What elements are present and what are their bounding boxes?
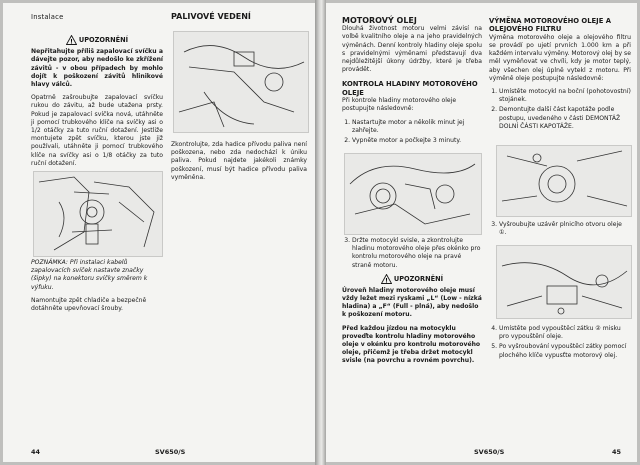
check-intro: Při kontrole hladiny motorového oleje postupujte následovně: — [342, 97, 457, 113]
section-text: Zkontrolujte, zda hadice přívodu paliva není poškozena, nebo zda nedochází k úniku paliva. Pokud najdete jakékoli známky poškození, musí být hadice přívodu paliva vyměněna. — [171, 141, 307, 181]
filler-cap-illustration — [497, 146, 631, 216]
oil-title: MOTOROVÝ OLEJ — [342, 16, 417, 25]
check-step: 1. Nastartujte motor a několik minut jej zahřejte. — [352, 119, 482, 135]
fuel-line-figure — [173, 31, 309, 133]
filler-cap-figure — [496, 145, 632, 217]
left-column-1-bottom — [31, 259, 163, 318]
warning-triangle-icon — [66, 35, 77, 45]
warning-text-2: Před každou jízdou na motocyklu proveďte kontrolu hladiny motorového oleje v okénku pro kontrolu motorového oleje, přičemž je třeba držet motocykl svisle (na povrchu a rovném povrchu). — [342, 324, 481, 365]
oil-window-figure — [344, 153, 482, 235]
right-column-1 — [342, 17, 482, 149]
warning-title: UPOZORNĚNÍ — [78, 36, 129, 45]
change-steps-list-end — [489, 325, 631, 360]
check-title: KONTROLA HLADINY MOTOROVÉHO OLEJE — [342, 80, 478, 97]
change-step: 3. Vyšroubujte uzávěr plnicího otvoru oleje ①. — [499, 221, 631, 237]
drain-plug-illustration — [497, 246, 631, 318]
left-page — [3, 3, 315, 462]
left-column-2 — [171, 13, 307, 21]
change-step: 5. Po vyšroubování vypouštěcí zátky pomocí plochého klíče vypusťte motorový olej. — [499, 343, 631, 359]
warning-text: Nepřitahujte příliš zapalovací svíčku a dávejte pozor, aby nedošlo ke zkřížení závitů - v obou případech by mohlo dojít k poškození závitů hlinikové hlavy válců. — [31, 48, 163, 89]
warning-text-1: Úroveň hladiny motorového oleje musí vždy ležet mezi ryskami „L“ (Low - nízká hladina) a „F“ (Full - plná), aby nedošlo k poškození motoru. — [342, 286, 482, 319]
book-gutter — [315, 0, 326, 465]
check-step: 2. Vypněte motor a počkejte 3 minuty. — [352, 137, 482, 145]
body-paragraph-2: Namontujte zpět chladiče a bezpečně dotáhněte upevňovací šrouby. — [31, 296, 147, 313]
spark-plug-figure — [33, 171, 163, 257]
page-header: Instalace — [31, 13, 64, 21]
change-step: 2. Demontujte další část kapotáže podle postupu, uvedeného v části DEMONTÁŽ DOLNÍ ČÁSTI KAPOTÁŽE. — [499, 106, 631, 131]
right-page — [326, 3, 637, 462]
svg-text:!: ! — [384, 277, 388, 284]
model-name-right: SV650/S — [474, 448, 505, 456]
oil-text: Dlouhá životnost motoru velmi závisí na volbě kvalitního oleje a na jeho pravidelných výměnách. Denní kontroly hladiny oleje spolu s pravidelnými výměnami představují dva nejdůležitější úkony údržby, které je třeba provádět. — [342, 25, 482, 74]
svg-text:!: ! — [69, 38, 73, 46]
drain-plug-figure — [496, 245, 632, 319]
page-number-right: 45 — [612, 448, 622, 456]
change-steps-list-cont — [489, 221, 631, 237]
check-steps-list-cont — [342, 237, 482, 270]
right-column-2-mid — [489, 221, 631, 241]
change-title: VÝMĚNA MOTOROVÉHO OLEJE A OLEJOVÉHO FILTRU — [489, 17, 611, 34]
change-step: 1. Umístěte motocykl na boční (pohotovostní) stojánek. — [499, 88, 631, 104]
spark-plug-illustration — [34, 172, 162, 256]
check-steps-list — [342, 119, 482, 146]
change-intro: Výměna motorového oleje a olejového filtru se provádí po ujetí prvních 1.000 km a při každém intervalu výměny. Motorový olej by se měl vyměňovat ve chvíli, kdy je motor teplý, aby všechen olej úplně vytekl z motoru. Při výměně oleje postupujte následovně: — [489, 33, 631, 82]
right-column-2-bottom — [489, 325, 631, 364]
change-step: 4. Umístěte pod vypouštěcí zátku ② misku pro vypouštění oleje. — [499, 325, 631, 341]
note-paragraph: POZNÁMKA: Při instalaci kabelů zapalovacích svíček nastavte značky (šipky) na konektoru svíčky směrem k výfuku. — [31, 259, 148, 291]
check-step: 3. Držte motocykl svisle, a zkontrolujte hladinu motorového oleje přes okénko pro kontrolu motorového oleje na pravé straně motoru. — [352, 237, 482, 270]
fuel-line-illustration — [174, 32, 308, 132]
right-column-2 — [489, 17, 631, 135]
right-column-1-bottom — [342, 237, 482, 371]
warning-triangle-icon — [381, 274, 392, 284]
change-steps-list — [489, 88, 631, 131]
page-number-left: 44 — [31, 448, 41, 456]
left-column-1 — [31, 13, 163, 173]
model-name-left: SV650/S — [155, 448, 186, 456]
warning-heading-right — [342, 274, 482, 284]
left-column-2-text — [171, 141, 307, 187]
section-title: PALIVOVÉ VEDENÍ — [171, 12, 251, 21]
body-paragraph-1: Opatrně zašroubujte zapalovací svíčku rukou do závitu, až bude utažena prsty. Pokud je zapalovací svíčka nová, utáhněte ji pomocí trubkového klíče na svíčky asi o 1/2 otáčky za tuto ruční dotažení. Jestliže montujete zpět svíčku, kterou jste již používali, utáhněte ji pomocí trubkového klíče na svíčky asi o 1/8 otáčky za tuto ruční dotažení. — [31, 94, 163, 167]
warning-title: UPOZORNĚNÍ — [393, 274, 444, 283]
oil-window-illustration — [345, 154, 481, 234]
warning-heading — [31, 35, 163, 45]
